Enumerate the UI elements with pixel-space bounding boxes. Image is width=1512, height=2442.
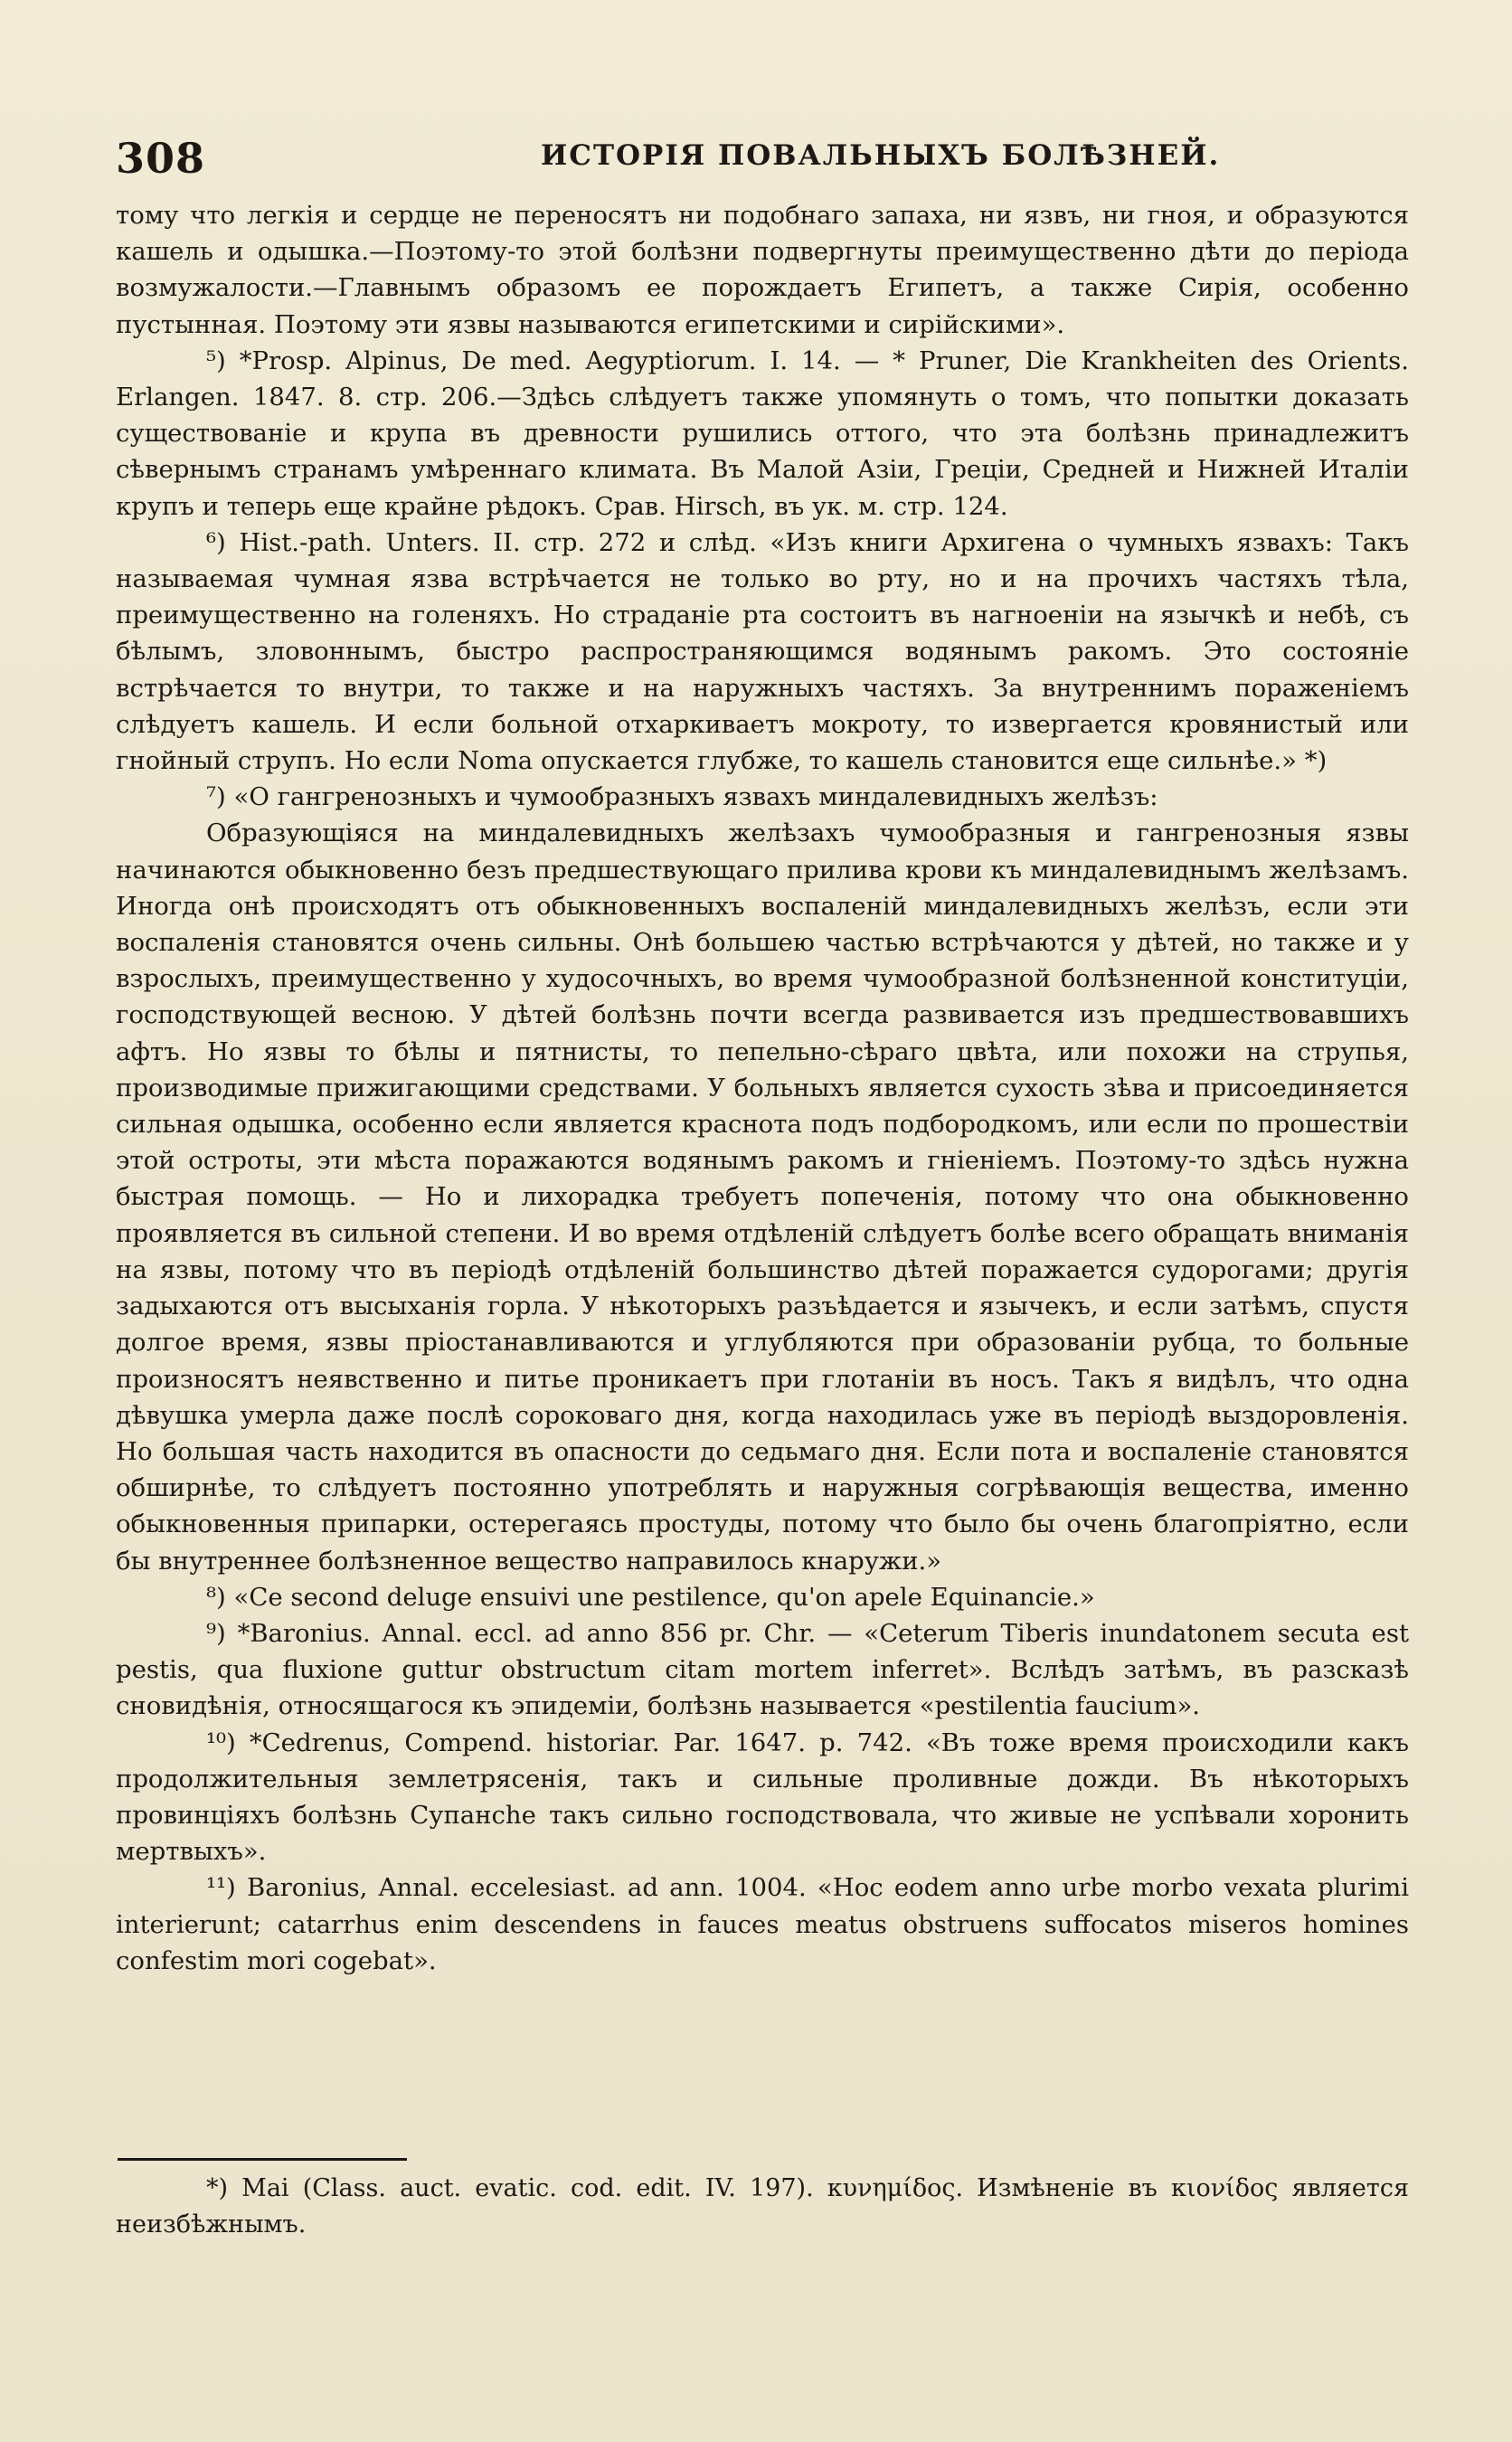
note-6: ⁶) Hist.-path. Unters. II. стр. 272 и слѣд. «Изъ книги Архигена о чумныхъ язвахъ: Такъ называемая чумная язва встрѣчается не только во рту, но и на прочихъ частяхъ тѣла, преимущественно на голеняхъ. Но страданіе рта состоитъ въ нагноеніи на язычкѣ и небѣ, съ бѣлымъ, зловоннымъ, быстро распространяющимся водянымъ ракомъ. Это состояніе встрѣчается то внутри, то также и на наружныхъ частяхъ. За внутреннимъ пораженіемъ слѣдуетъ кашель. И если больной отхаркиваетъ мокроту, то извергается кровянистый или гнойный струпъ. Но если Noma опускается глубже, то кашель становится еще сильнѣе.» *) xyxy=(116,527,1409,776)
page-header xyxy=(116,134,1409,188)
main-text xyxy=(116,197,1409,1979)
page-number: 308 xyxy=(116,134,206,183)
note-11: ¹¹) Baronius, Annal. eccelesiast. ad ann. 1004. «Hoc eodem anno urbe morbo vexata plurimi interierunt; catarrhus enim descendens in fauces meatus obstruens suffocatos miseros homines confestim mori cogebat». xyxy=(116,1873,1409,1975)
paragraph: тому что легкія и сердце не переносятъ ни подобнаго запаха, ни язвъ, ни гноя, и образуются кашель и одышка.—Поэтому-то этой болѣзни подвергнуты преимущественно дѣти до періода возмужалости.—Главнымъ образомъ ее порождаетъ Египетъ, а также Сирія, особенно пустынная. Поэтому эти язвы называются египетскими и сирійскими». xyxy=(116,201,1409,339)
note-9: ⁹) *Baronius. Annal. eccl. ad anno 856 pr. Chr. — «Ceterum Tiberis inundatonem secuta est pestis, qua fluxione guttur obstructum citam mortem inferret». Вслѣдъ затѣмъ, въ разсказѣ сновидѣнія, относящагося къ эпидеміи, болѣзнь называется «pestilentia faucium». xyxy=(116,1618,1409,1721)
footnote xyxy=(116,2171,1409,2243)
footnote-text: *) Mai (Class. auct. evatic. cod. edit. IV. 197). κυνημίδος. Измѣненіе въ κιονίδος является неизбѣжнымъ. xyxy=(116,2174,1409,2238)
note-7-heading: ⁷) «О гангренозныхъ и чумообразныхъ язвахъ миндалевидныхъ желѣзъ: xyxy=(206,782,1158,812)
running-title: ИСТОРІЯ ПОВАЛЬНЫХЪ БОЛѢЗНЕЙ. xyxy=(541,139,1221,172)
note-8: ⁸) «Ce second deluge ensuivi une pestilence, qu'on apele Equinancie.» xyxy=(206,1582,1095,1612)
note-5: ⁵) *Prosp. Alpinus, De med. Aegyptiorum. I. 14. — * Pruner, Die Krankheiten des Orients. Erlangen. 1847. 8. стр. 206.—Здѣсь слѣдуетъ также упомянуть о томъ, что попытки доказать существованіе и крупа въ древности рушились оттого, что эта болѣзнь принадлежитъ сѣвернымъ странамъ умѣреннаго климата. Въ Малой Азіи, Греціи, Средней и Нижней Италіи крупъ и теперь еще крайне рѣдокъ. Срав. Hirsch, въ ук. м. стр. 124. xyxy=(116,345,1409,521)
footnote-divider xyxy=(118,2158,407,2161)
note-7-body: Образующіяся на миндалевидныхъ желѣзахъ чумообразныя и гангренозныя язвы начинаются обыкновенно безъ предшествующаго прилива крови къ миндалевиднымъ желѣзамъ. Иногда онѣ происходятъ отъ обыкновенныхъ воспаленій миндалевидныхъ желѣзъ, если эти воспаленія становятся очень сильны. Онѣ большею частью встрѣчаются у дѣтей, но также и у взрослыхъ, преимущественно у худосочныхъ, во время чумообразной болѣзненной конституціи, господствующей весною. У дѣтей болѣзнь почти всегда развивается изъ предшествовавшихъ афтъ. Но язвы то бѣлы и пятнисты, то пепельно-сѣраго цвѣта, или похожи на струпья, производимые прижигающими средствами. У больныхъ является сухость зѣва и присоединяется сильная одышка, особенно если является краснота подъ подбородкомъ, или если по прошествіи этой остроты, эти мѣста поражаются водянымъ ракомъ и гніеніемъ. Поэтому-то здѣсь нужна быстрая помощь. — Но и лихорадка требуетъ попеченія, потому что она обыкновенно проявляется въ сильной степени. И во время отдѣленій слѣдуетъ болѣе всего обращать вниманія на язвы, потому что въ періодѣ отдѣленій большинство дѣтей поражается судорогами; другія задыхаются отъ высыханія горла. У нѣкоторыхъ разъѣдается и язычекъ, и если затѣмъ, спустя долгое время, язвы пріостанавливаются и углубляются при образованіи рубца, то больные произносятъ неявственно и питье проникаетъ при глотаніи въ носъ. Такъ я видѣлъ, что одна дѣвушка умерла даже послѣ сороковаго дня, когда находилась уже въ періодѣ выздоровленія. Но большая часть находится въ опасности до седьмаго дня. Если пота и воспаленіе становятся обширнѣе, то слѣдуетъ постоянно употреблять и наружныя согрѣвающія вещества, именно обыкновенныя припарки, остерегаясь простуды, потому что было бы очень благопріятно, если бы внутреннее болѣзненное вещество направилось кнаружи.» xyxy=(116,819,1409,1576)
note-10: ¹⁰) *Cedrenus, Compend. historiar. Par. 1647. p. 742. «Въ тоже время происходили какъ продолжительныя землетрясенія, такъ и сильные проливные дожди. Въ нѣкоторыхъ провинціяхъ болѣзнь Супанche такъ сильно господствовала, что живые не успѣвали хоронить мертвыхъ». xyxy=(116,1727,1409,1867)
